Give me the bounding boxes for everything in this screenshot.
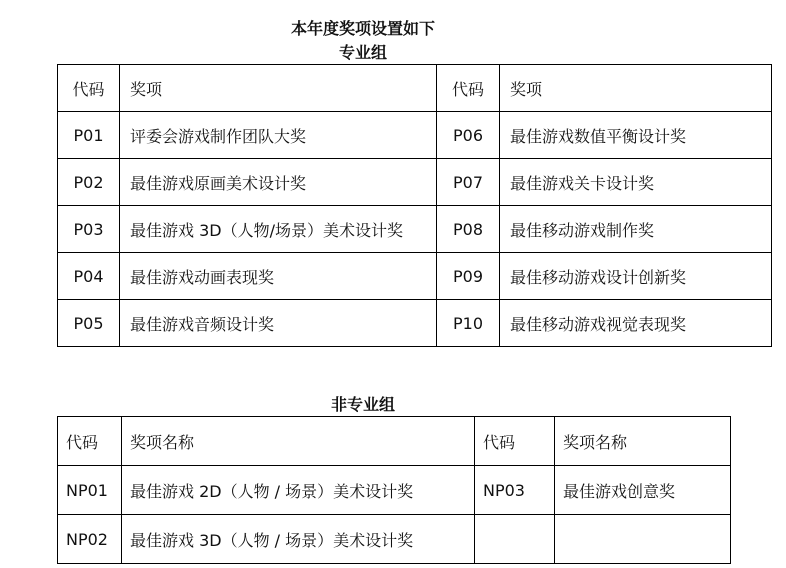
code-header: 代码 [475, 417, 555, 466]
award-code [475, 515, 555, 564]
table-row [58, 112, 772, 159]
professional-group-heading: 专业组 [338, 43, 387, 62]
professional-awards-table [57, 64, 772, 347]
award-name: 最佳移动游戏制作奖 [500, 206, 772, 253]
award-name: 评委会游戏制作团队大奖 [120, 112, 437, 159]
code-header: 代码 [437, 65, 500, 112]
award-header: 奖项 [120, 65, 437, 112]
award-code: P01 [58, 112, 120, 159]
award-code: P04 [58, 253, 120, 300]
award-code: NP01 [58, 466, 122, 515]
award-name: 最佳移动游戏视觉表现奖 [500, 300, 772, 347]
table-row [58, 300, 772, 347]
award-name: 最佳游戏 2D（人物 / 场景）美术设计奖 [122, 466, 475, 515]
award-name: 最佳游戏创意奖 [555, 466, 731, 515]
award-name: 最佳游戏 3D（人物/场景）美术设计奖 [120, 206, 437, 253]
award-name: 最佳游戏 3D（人物 / 场景）美术设计奖 [122, 515, 475, 564]
table-row [58, 515, 731, 564]
table-row [58, 253, 772, 300]
award-name: 最佳游戏关卡设计奖 [500, 159, 772, 206]
award-name: 最佳游戏动画表现奖 [120, 253, 437, 300]
award-code: P03 [58, 206, 120, 253]
award-code: P08 [437, 206, 500, 253]
award-header: 奖项名称 [122, 417, 475, 466]
award-name: 最佳游戏原画美术设计奖 [120, 159, 437, 206]
award-code: P07 [437, 159, 500, 206]
table-row [58, 159, 772, 206]
table-row [58, 206, 772, 253]
award-code: NP03 [475, 466, 555, 515]
award-code: NP02 [58, 515, 122, 564]
award-header: 奖项 [500, 65, 772, 112]
table-row [58, 466, 731, 515]
page-title: 本年度奖项设置如下 [290, 19, 435, 38]
award-header: 奖项名称 [555, 417, 731, 466]
award-name [555, 515, 731, 564]
award-code: P05 [58, 300, 120, 347]
award-code: P06 [437, 112, 500, 159]
code-header: 代码 [58, 65, 120, 112]
code-header: 代码 [58, 417, 122, 466]
award-code: P02 [58, 159, 120, 206]
nonprofessional-group-heading: 非专业组 [330, 395, 395, 414]
award-code: P09 [437, 253, 500, 300]
nonprofessional-awards-table [57, 416, 731, 564]
award-name: 最佳移动游戏设计创新奖 [500, 253, 772, 300]
award-code: P10 [437, 300, 500, 347]
table-header-row [58, 417, 731, 466]
award-name: 最佳游戏数值平衡设计奖 [500, 112, 772, 159]
award-name: 最佳游戏音频设计奖 [120, 300, 437, 347]
table-header-row [58, 65, 772, 112]
